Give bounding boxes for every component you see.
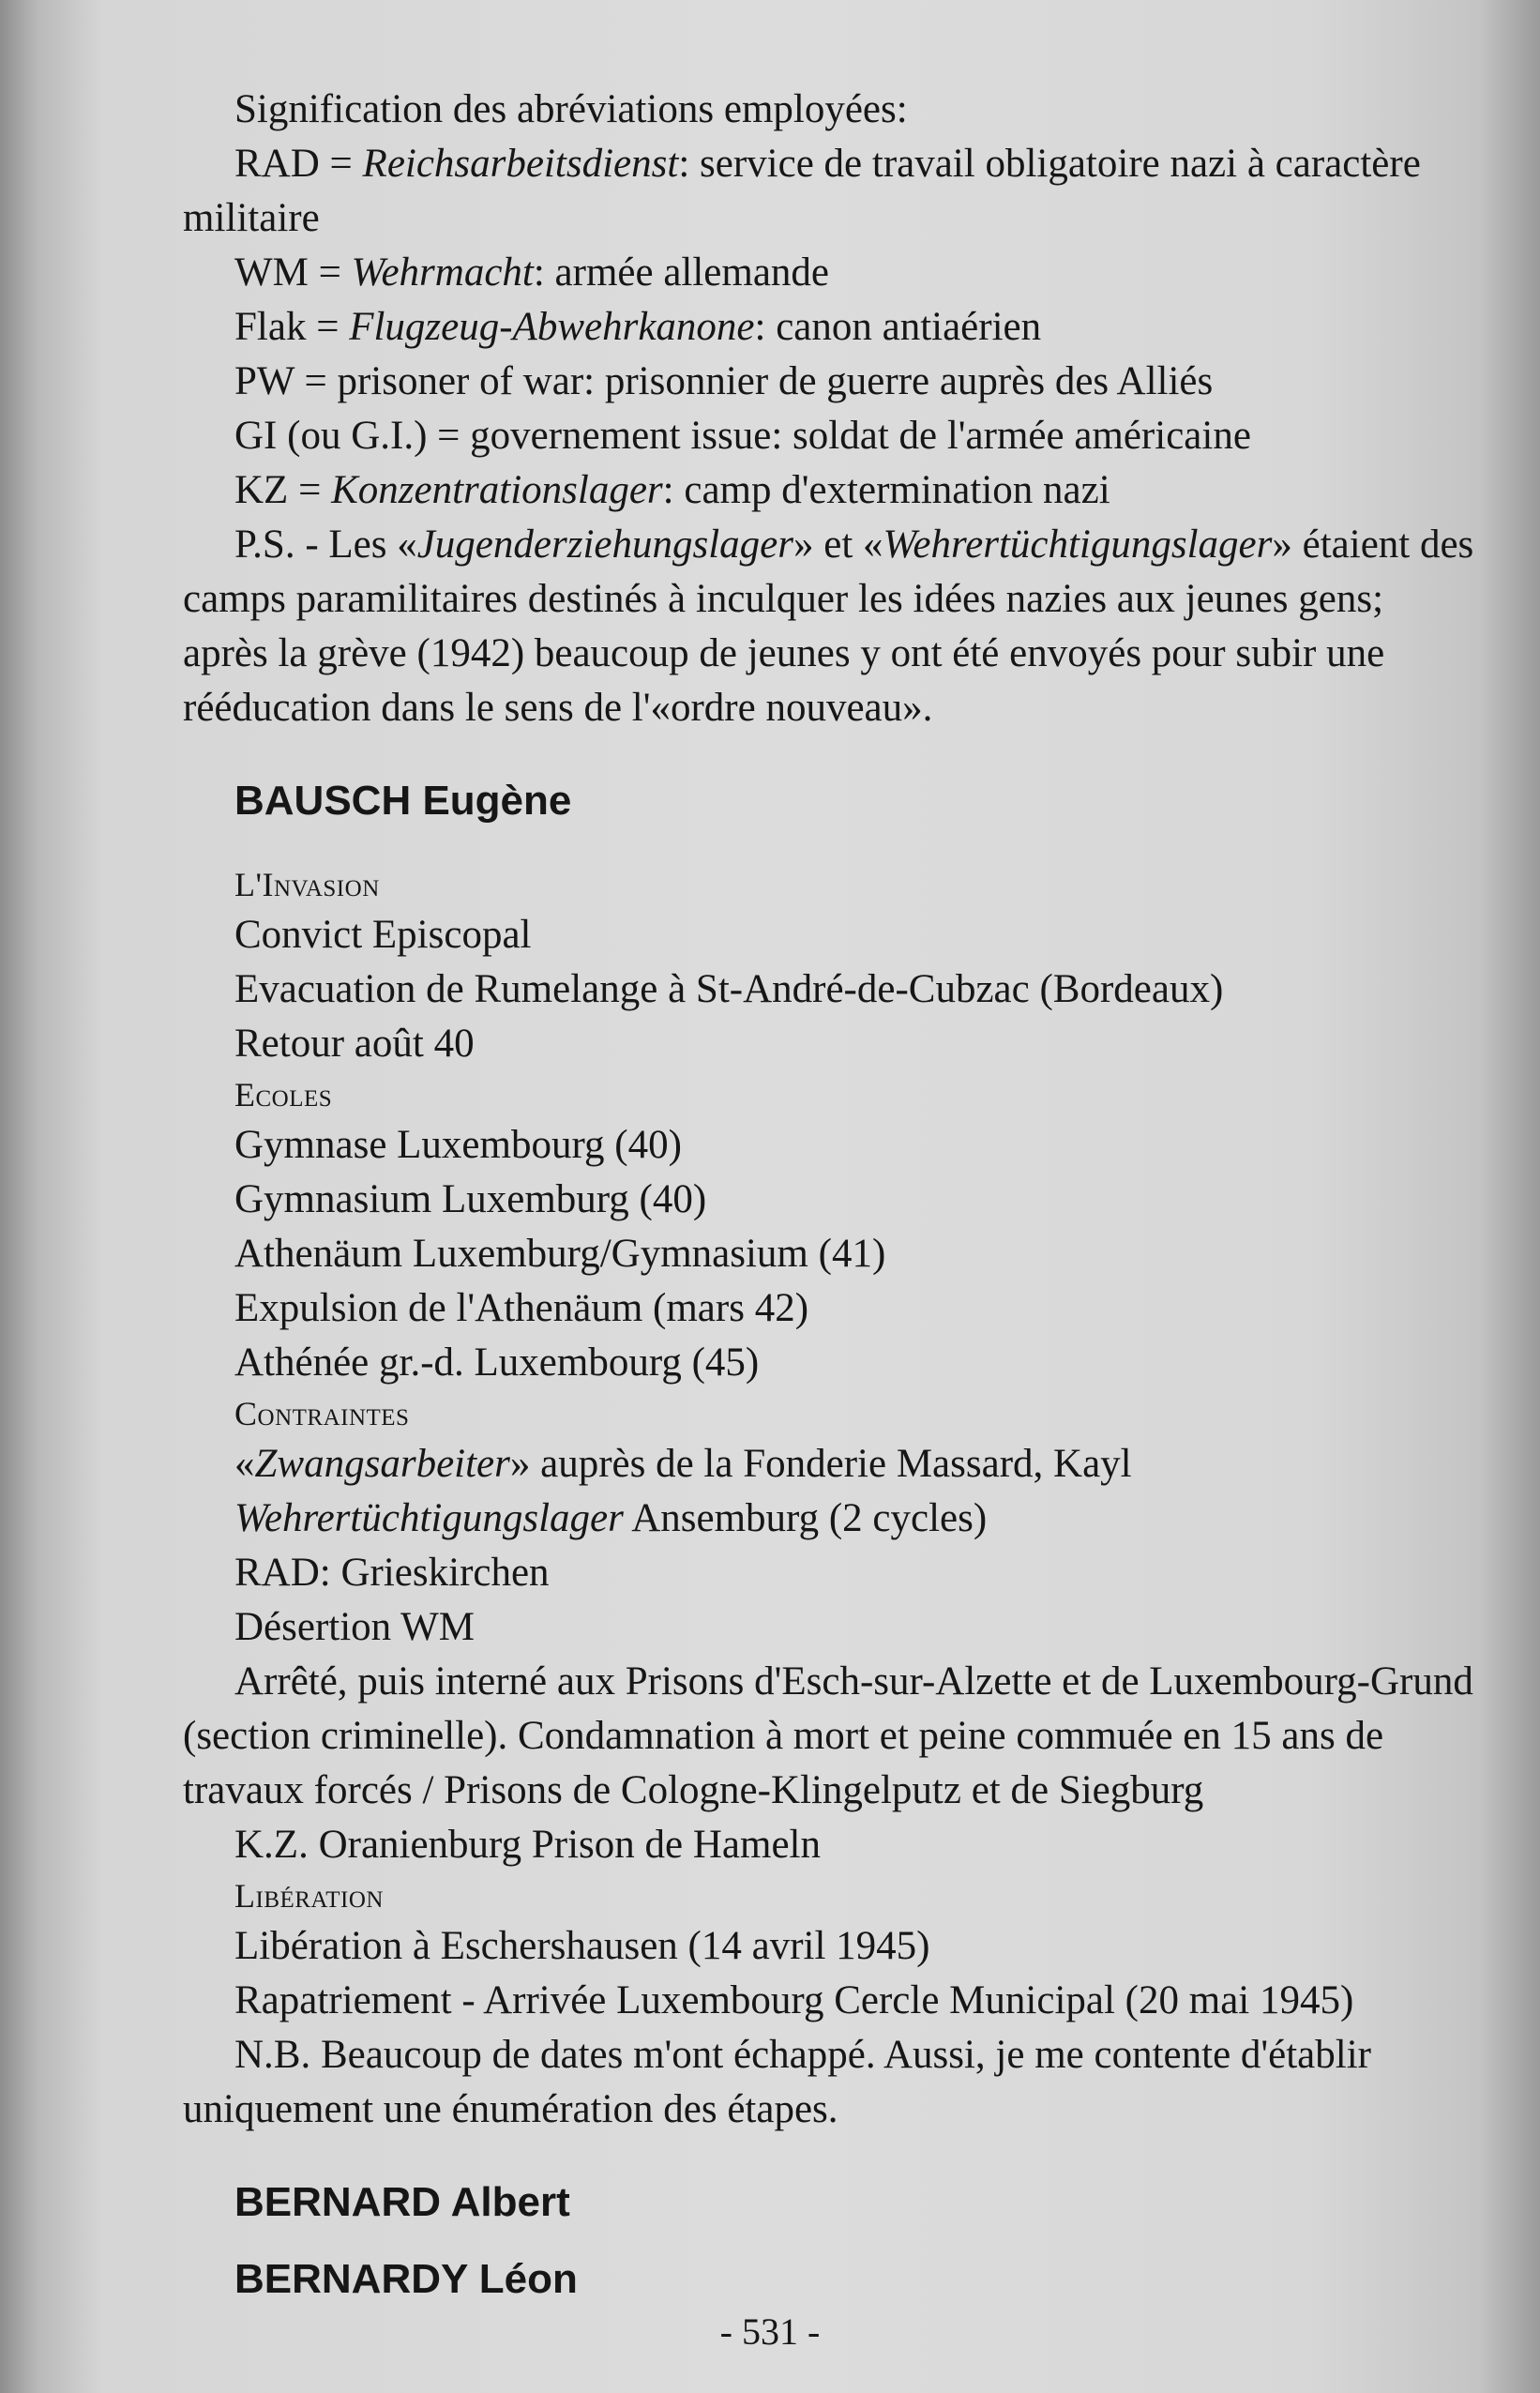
- abbrev-key: RAD =: [234, 142, 363, 186]
- section-heading-liberation: Libération: [234, 1877, 384, 1915]
- abbrev-rad: [183, 137, 1496, 191]
- list-item: Athenäum Luxemburg/Gymnasium (41): [234, 1232, 886, 1276]
- section-heading-contraintes: Contraintes: [234, 1395, 410, 1432]
- list-item: Evacuation de Rumelange à St-André-de-Cubzac (Bordeaux): [234, 967, 1224, 1011]
- abbrev-pw: PW = prisoner of war: prisonnier de guerre auprès des Alliés: [234, 359, 1214, 403]
- list-item: Expulsion de l'Athenäum (mars 42): [234, 1286, 809, 1330]
- abbrev-definition: : armée allemande: [533, 250, 830, 295]
- list-item: Gymnasium Luxemburg (40): [234, 1177, 707, 1221]
- section-heading-ecoles: Ecoles: [234, 1076, 333, 1113]
- ps-term: Jugenderziehungslager: [416, 523, 793, 567]
- entry-name-bausch: BAUSCH Eugène: [234, 778, 572, 824]
- list-item: Convict Episcopal: [234, 913, 532, 957]
- list-item: RAD: Grieskirchen: [234, 1551, 550, 1595]
- list-item: Athénée gr.-d. Luxembourg (45): [234, 1340, 760, 1385]
- arrest-paragraph: Arrêté, puis interné aux Prisons d'Esch-sur-Alzette et de Luxembourg-Grund (section criminelle). Condamnation à mort et peine commuée en 15 ans de travaux forcés / Prisons de Cologne-Klingelputz et de Siegburg: [183, 1659, 1473, 1812]
- ps-term: Wehrertüchtigungslager: [883, 523, 1273, 567]
- term: Wehrertüchtigungslager: [234, 1496, 624, 1540]
- list-item: Retour août 40: [234, 1022, 475, 1066]
- ps-note: P.S. - Les «Jugenderziehungslager» et «Wehrertüchtigungslager» étaient des camps paramilitaires destinés à inculquer les idées nazies aux jeunes gens; après la grève (1942) beaucoup de jeunes y ont été envoyés pour subir une rééducation dans le sens de l'«ordre nouveau».: [183, 523, 1474, 730]
- page-content: [183, 83, 1496, 2308]
- abbrev-definition: : service de travail obligatoire nazi à caractère: [678, 142, 1421, 186]
- list-item: Libération à Eschershausen (14 avril 1945): [234, 1924, 930, 1968]
- abbreviations-intro: Signification des abréviations employées:: [234, 87, 908, 131]
- term: Zwangsarbeiter: [254, 1442, 510, 1486]
- entry-name-bernard: BERNARD Albert: [234, 2179, 570, 2225]
- abbrev-term: Reichsarbeitsdienst: [362, 142, 679, 186]
- list-item: K.Z. Oranienburg Prison de Hameln: [234, 1823, 821, 1867]
- page-number: - 531 -: [719, 2310, 821, 2353]
- list-item: Wehrertüchtigungslager Ansemburg (2 cycles): [234, 1496, 988, 1540]
- abbrev-rad-cont: militaire: [183, 196, 320, 240]
- list-item: «Zwangsarbeiter» auprès de la Fonderie Massard, Kayl: [234, 1442, 1132, 1486]
- abbrev-term: Wehrmacht: [351, 250, 534, 295]
- abbrev-kz: [183, 463, 1496, 518]
- abbrev-definition: : camp d'extermination nazi: [662, 468, 1110, 512]
- abbrev-key: Flak =: [234, 305, 350, 349]
- list-item: Rapatriement - Arrivée Luxembourg Cercle Municipal (20 mai 1945): [234, 1978, 1354, 2022]
- section-heading-invasion: L'Invasion: [234, 866, 380, 903]
- list-item: Désertion WM: [234, 1605, 475, 1649]
- abbrev-term: Flugzeug-Abwehrkanone: [349, 305, 755, 349]
- abbrev-key: KZ =: [234, 468, 332, 512]
- list-item: Gymnase Luxembourg (40): [234, 1123, 682, 1167]
- abbrev-key: WM =: [234, 250, 352, 295]
- abbrev-wm: [183, 246, 1496, 300]
- abbrev-definition: : canon antiaérien: [754, 305, 1042, 349]
- entry-name-bernardy: BERNARDY Léon: [234, 2256, 578, 2302]
- abbrev-term: Konzentrationslager: [331, 468, 663, 512]
- abbrev-gi: GI (ou G.I.) = governement issue: soldat de l'armée américaine: [234, 414, 1251, 458]
- nb-paragraph: N.B. Beaucoup de dates m'ont échappé. Aussi, je me contente d'établir uniquement une énumération des étapes.: [183, 2033, 1371, 2131]
- abbrev-flak: [183, 300, 1496, 355]
